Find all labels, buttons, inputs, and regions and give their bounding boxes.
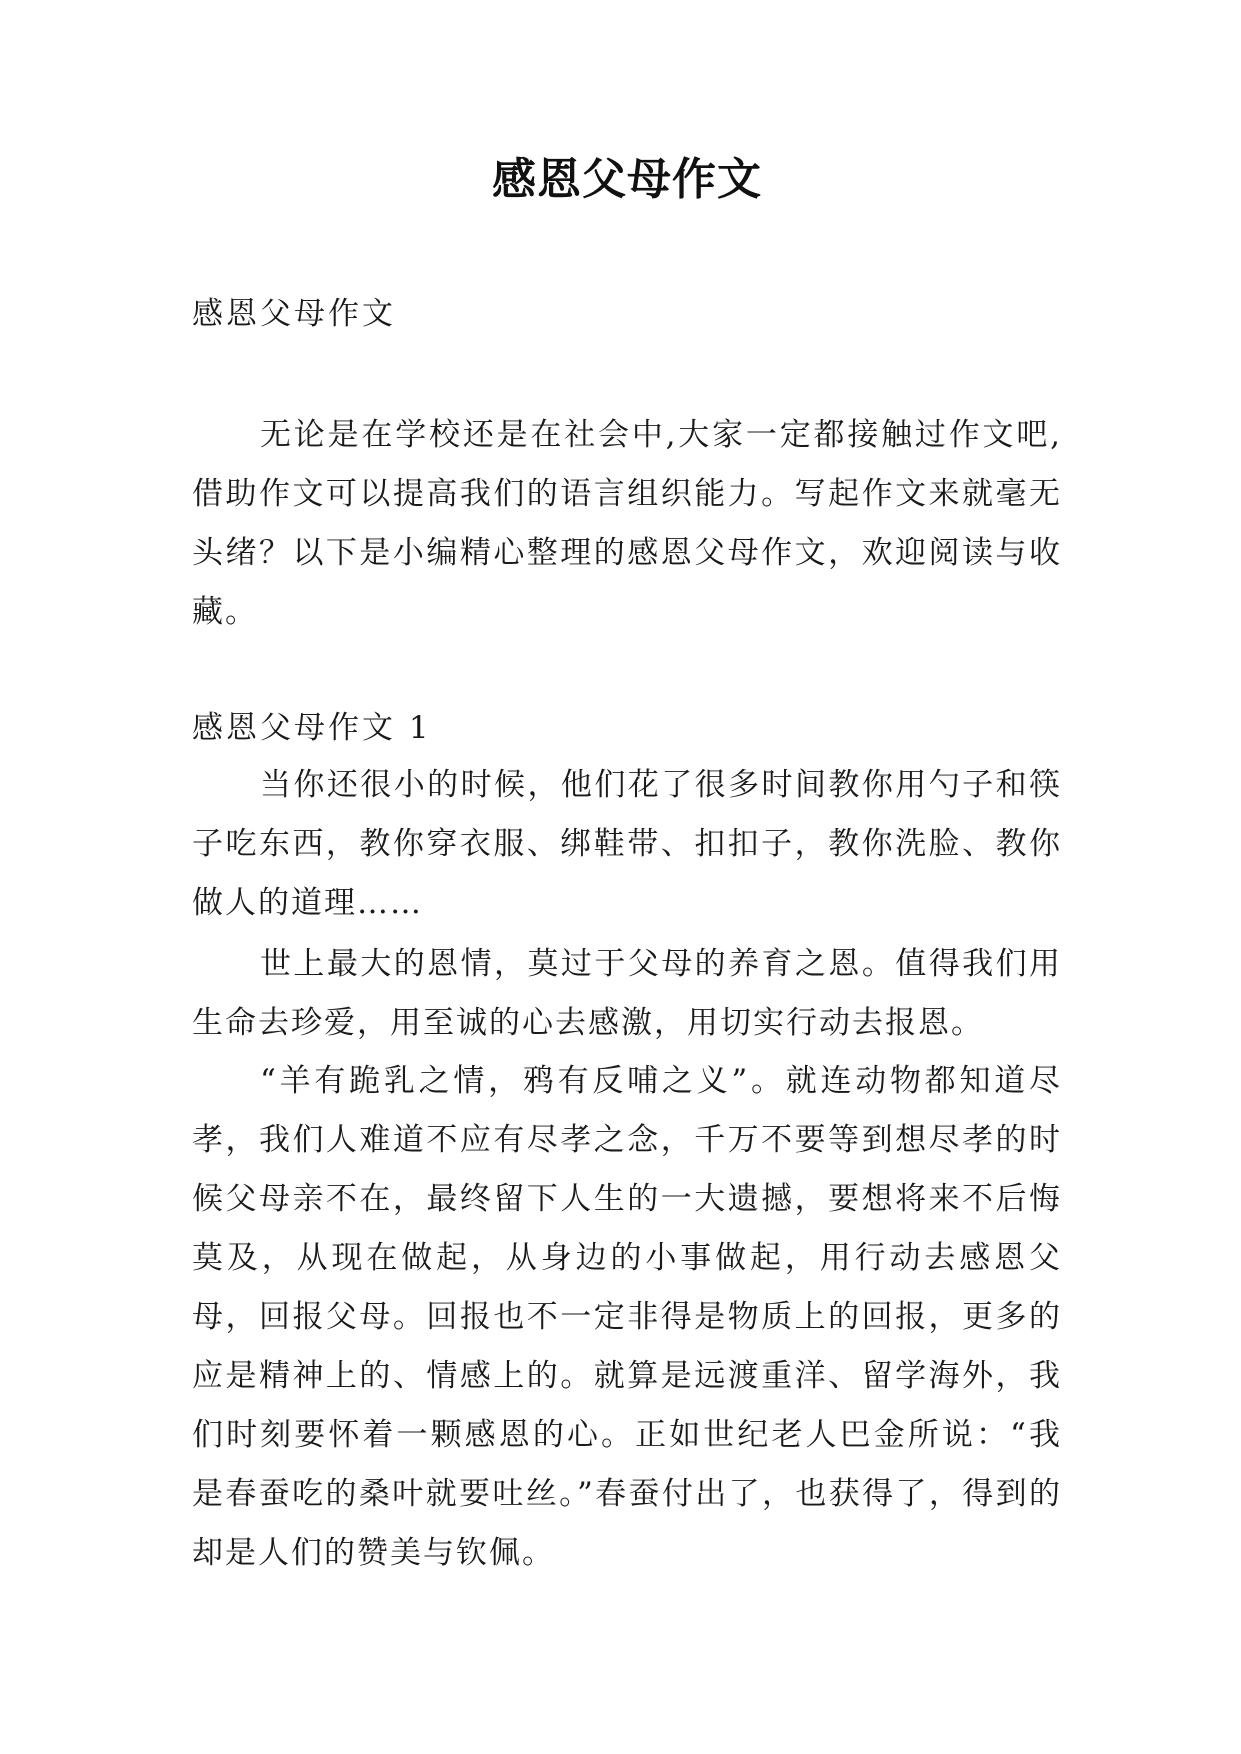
body-paragraph-1: 当你还很小的时候，他们花了很多时间教你用勺子和筷子吃东西，教你穿衣服、绑鞋带、扣扣子，教你洗脸、教你做人的道理…… bbox=[192, 767, 1062, 921]
section-heading: 感恩父母作文 1 bbox=[192, 710, 432, 746]
document-subtitle: 感恩父母作文 bbox=[192, 296, 396, 332]
intro-paragraph: 无论是在学校还是在社会中,大家一定都接触过作文吧,借助作文可以提高我们的语言组织能力。写起作文来就毫无头绪？以下是小编精心整理的感恩父母作文，欢迎阅读与收藏。 bbox=[192, 417, 1062, 630]
body-paragraph-3: “羊有跪乳之情，鸦有反哺之义”。就连动物都知道尽孝，我们人难道不应有尽孝之念，千万不要等到想尽孝的时候父母亲不在，最终留下人生的一大遗撼，要想将来不后悔莫及，从现在做起，从身边的小事做起，用行动去感恩父母，回报父母。回报也不一定非得是物质上的回报，更多的应是精神上的、情感上的。就算是远渡重洋、留学海外，我们时刻要怀着一颗感恩的心。正如世纪老人巴金所说：“我是春蚕吃的桑叶就要吐丝。”春蚕付出了，也获得了，得到的却是人们的赞美与钦佩。 bbox=[192, 1063, 1062, 1571]
document-page bbox=[192, 0, 1062, 1754]
body-paragraph-2: 世上最大的恩情，莫过于父母的养育之恩。值得我们用生命去珍爱，用至诚的心去感激，用切实行动去报恩。 bbox=[192, 946, 1062, 1041]
document-title: 感恩父母作文 bbox=[492, 154, 762, 205]
